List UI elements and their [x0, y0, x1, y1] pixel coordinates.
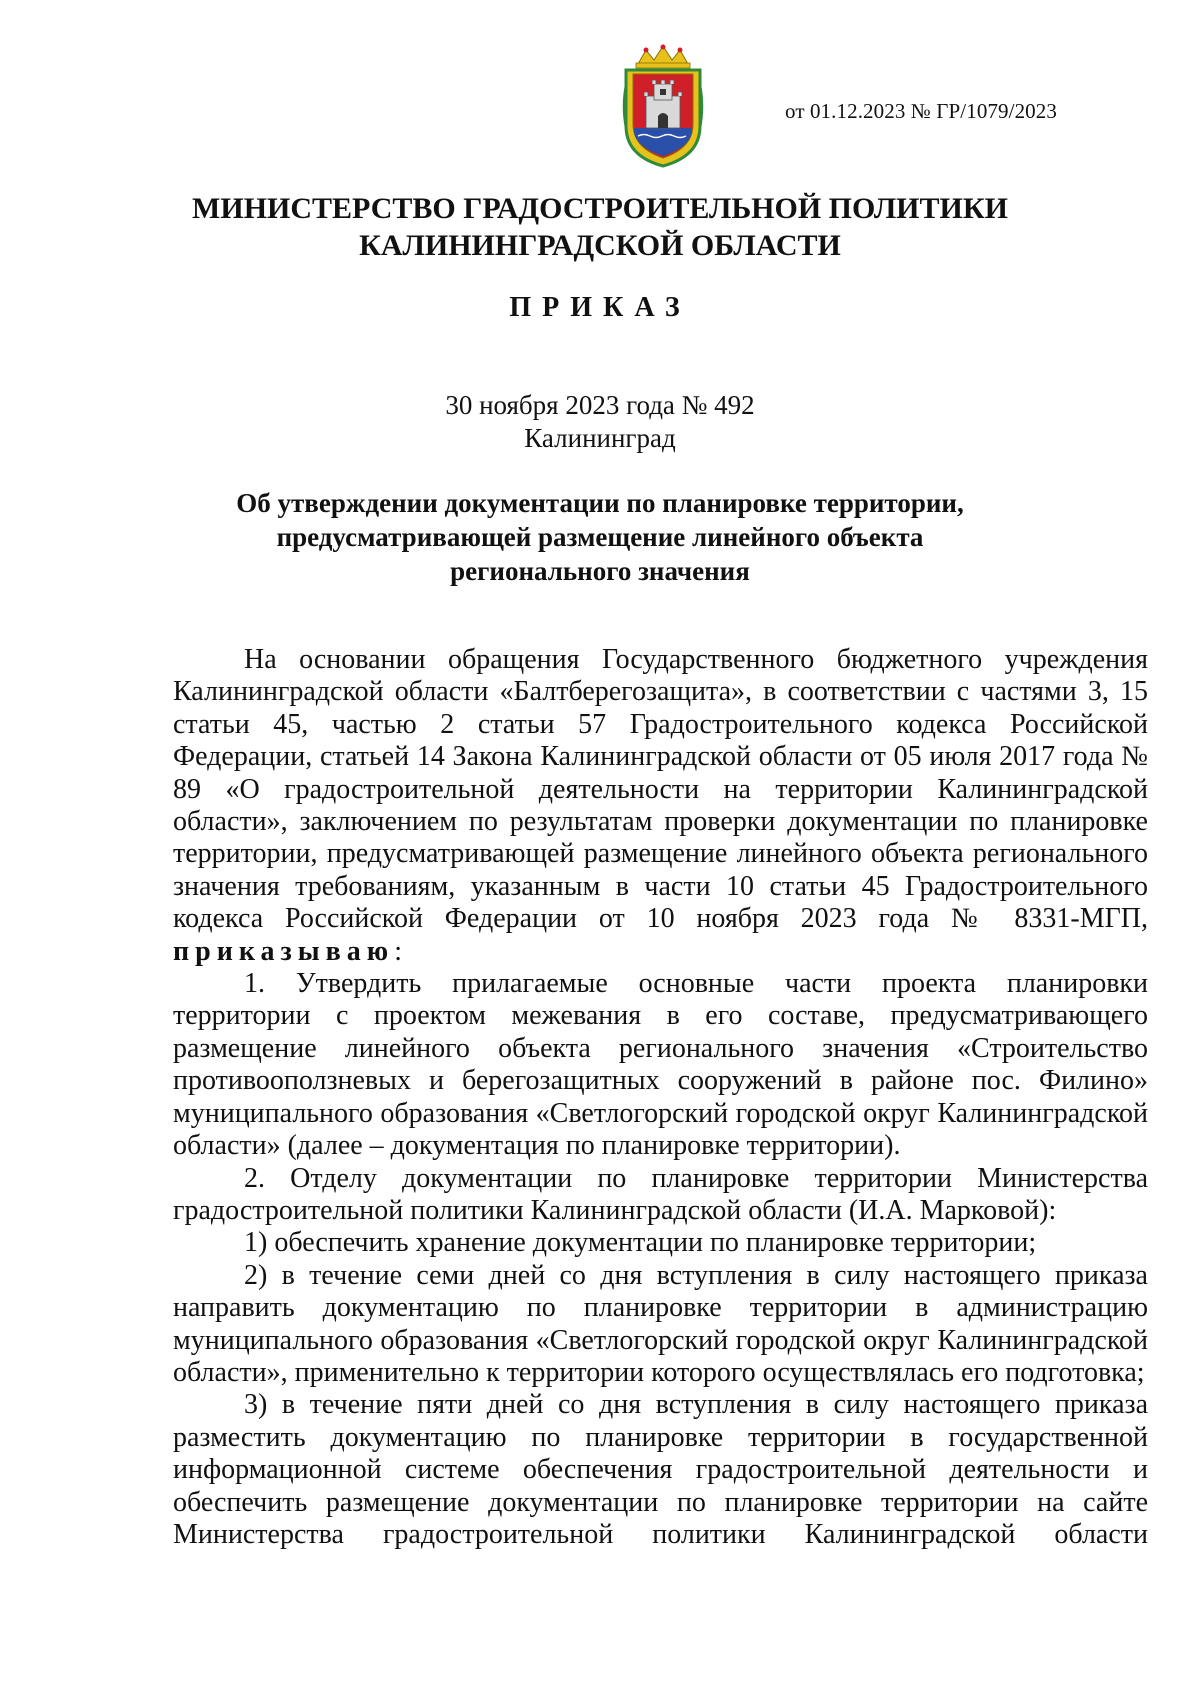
- subclause-1-paragraph: 1) обеспечить хранение документации по планировке территории;: [244, 1227, 1037, 1259]
- preamble-text: На основании обращения Государственного бюджетного учреждения Калининградской области «Балтберегозащита», в соответствии с частями 3, 15 статьи 45, частью 2 статьи 57 Градостроительного кодекса Российской Федерации, статьей 14 Закона Калининградской области от 05 июля 2017 года № 89 «О градостроительной деятельности на территории Калининградской области», заключением по результатам проверки документации по планировке территории, предусматривающей размещение линейного объекта регионального значения требованиям, указанным в части 10 статьи 45 Градостроительного кодекса Российской Федерации от 10 ноября 2023 года № 8331-МГП,: [173, 644, 1148, 935]
- clause-2-paragraph: 2. Отделу документации по планировке территории Министерства градостроительной политики Калининградской области (И.А. Марковой):: [173, 1162, 1148, 1226]
- order-command: приказываю: [173, 935, 395, 967]
- subject-line-3: регионального значения: [450, 556, 750, 586]
- document-type-title: ПРИКАЗ: [509, 292, 691, 323]
- order-date-block: [0, 389, 1200, 455]
- preamble-colon: :: [394, 935, 402, 967]
- preamble-paragraph: [173, 644, 1148, 968]
- ministry-line-1: МИНИСТЕРСТВО ГРАДОСТРОИТЕЛЬНОЙ ПОЛИТИКИ: [192, 192, 1008, 225]
- order-date-number: 30 ноября 2023 года № 492: [445, 390, 755, 420]
- ministry-name: [0, 190, 1200, 264]
- registration-stamp: от 01.12.2023 № ГР/1079/2023: [785, 99, 1057, 123]
- order-body: [173, 644, 1148, 1551]
- subclause-2-paragraph: 2) в течение семи дней со дня вступления в силу настоящего приказа направить документацию по планировке территории в администрацию муниципального образования «Светлогорский городской округ Калининградской области», применительно к территории которого осуществлялась его подготовка;: [173, 1259, 1148, 1388]
- order-city: Калининград: [524, 423, 676, 453]
- subject-line-2: предусматривающей размещение линейного объекта: [276, 522, 924, 552]
- subclause-3-paragraph: 3) в течение пяти дней со дня вступления в силу настоящего приказа разместить документацию по планировке территории в государственной информационной системе обеспечения градостроительной деятельности и обеспечить размещение документации по планировке территории на сайте Министерства градостроительной политики Калининградской области: [173, 1389, 1148, 1550]
- clause-1-paragraph: 1. Утвердить прилагаемые основные части проекта планировки территории с проектом межевания в его составе, предусматривающего размещение линейного объекта регионального значения «Строительство противооползневых и берегозащитных сооружений в районе пос. Филино» муниципального образования «Светлогорский городской округ Калининградской области» (далее – документация по планировке территории).: [173, 968, 1148, 1162]
- coat-of-arms-icon: [616, 44, 710, 168]
- order-subject: [0, 486, 1200, 588]
- ministry-line-2: КАЛИНИНГРАДСКОЙ ОБЛАСТИ: [359, 229, 841, 262]
- subject-line-1: Об утверждении документации по планировке территории,: [236, 488, 964, 518]
